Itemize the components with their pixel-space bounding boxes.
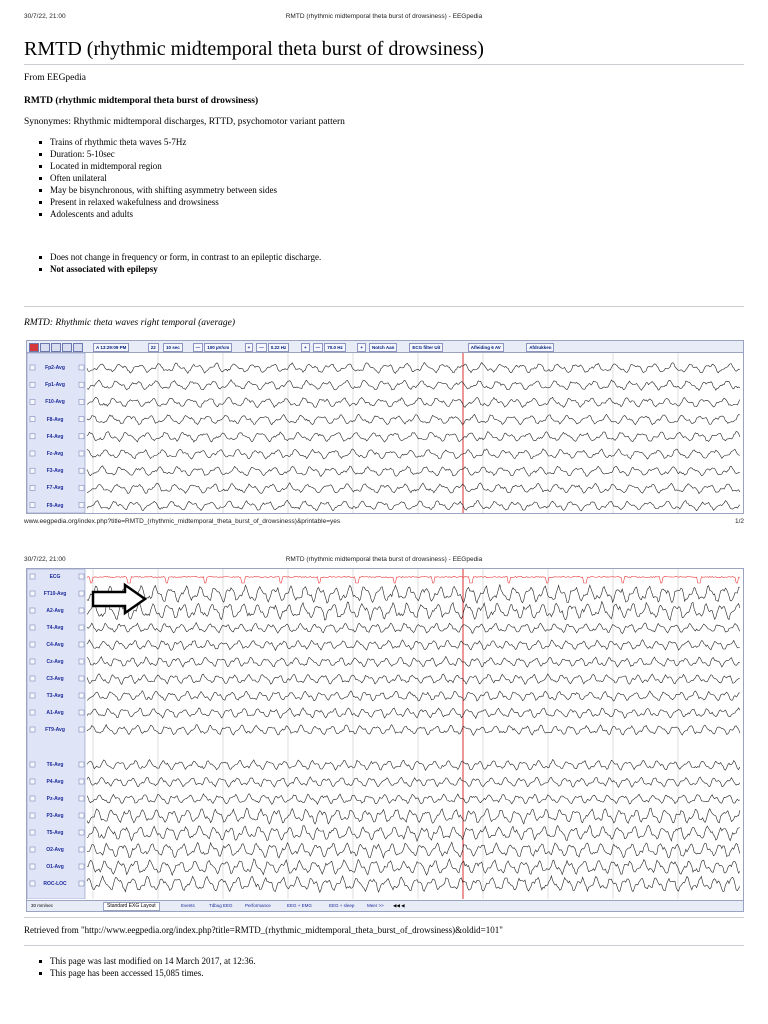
link-eeg-emg[interactable]: EEG + EMG [287, 903, 312, 908]
retrieved-divider [24, 917, 744, 918]
toolbar-button[interactable]: Afdrukken [526, 343, 554, 352]
eeg-trace [87, 842, 740, 858]
channel-label[interactable]: O1-Avg [46, 864, 64, 870]
channel-label[interactable]: P3-Avg [46, 813, 64, 819]
toolbar-button[interactable]: — [256, 343, 267, 352]
toolbar-button[interactable]: ECG filter Uit [409, 343, 443, 352]
channel-label[interactable]: Fp1-Avg [45, 382, 65, 389]
channel-label[interactable]: Cz-Avg [46, 659, 64, 665]
folder-icon[interactable] [40, 343, 50, 352]
toolbar-button[interactable]: 10 sec [163, 343, 183, 352]
eeg-trace [87, 500, 740, 510]
eeg-trace [87, 691, 740, 701]
toolbar-button[interactable]: 100 µV/cm [204, 343, 232, 352]
scroll-arrows-icon[interactable]: ◀◀ ◀ [393, 903, 405, 908]
eeg-trace [87, 876, 740, 892]
eeg-traces-top [27, 353, 743, 513]
channel-label[interactable]: F4-Avg [46, 433, 64, 440]
footer-divider [24, 945, 744, 946]
eeg-figure-bottom [26, 568, 744, 912]
eeg-figure-top [26, 340, 744, 514]
eeg-trace [87, 760, 740, 771]
eeg-trace [87, 380, 740, 391]
list-item: Adolescents and adults [36, 208, 277, 220]
eeg-trace [87, 414, 740, 424]
eeg-trace [87, 674, 740, 685]
eeg-trace [87, 640, 740, 651]
eeg-trace [87, 483, 740, 494]
list-item: Located in midtemporal region [36, 160, 277, 172]
channel-label[interactable]: C3-Avg [46, 676, 64, 682]
list-item: Not associated with epilepsy [36, 263, 321, 275]
channel-label[interactable]: F9-Avg [46, 502, 64, 509]
list-item: This page was last modified on 14 March 2017, at 12:36. [36, 955, 255, 967]
list-item: Duration: 5-10sec [36, 148, 277, 160]
channel-label[interactable]: Pz-Avg [46, 796, 64, 802]
toolbar-button[interactable]: A 13:29:09 PM [93, 343, 129, 352]
layout-tab[interactable]: Standard EXG Layout [103, 902, 160, 911]
arrow-icon [93, 585, 145, 613]
eeg-trace [87, 363, 740, 374]
print-footer [24, 518, 744, 528]
link-eeg-sleep[interactable]: EEG + sleep [329, 903, 355, 908]
channel-label[interactable]: Fz-Avg [46, 451, 64, 457]
toolbar-button[interactable]: + [301, 343, 310, 352]
speed-label[interactable]: 30 mm/sec [31, 903, 54, 908]
channel-label[interactable]: FT10-Avg [43, 591, 67, 597]
print-doc-title: RMTD (rhythmic midtemporal theta burst of drowsiness) - EEGpedia [285, 556, 483, 563]
list-item: Does not change in frequency or form, in contrast to an epileptic discharge. [36, 251, 321, 263]
list-item: Present in relaxed wakefulness and drowsiness [36, 196, 277, 208]
toolbar-button[interactable]: Notch Aan [369, 343, 397, 352]
channel-label[interactable]: F3-Avg [46, 468, 64, 475]
monitor-icon[interactable] [51, 343, 61, 352]
eeg-trace [87, 397, 740, 408]
toolbar-button[interactable]: + [357, 343, 366, 352]
channel-label[interactable]: ROC-LOC [43, 881, 67, 887]
eeg-trace [87, 623, 740, 634]
speaker-icon[interactable] [62, 343, 72, 352]
channel-label[interactable]: ECG [49, 574, 61, 580]
print-doc-title: RMTD (rhythmic midtemporal theta burst of drowsiness) - EEGpedia [285, 13, 483, 20]
channel-label[interactable]: F8-Avg [46, 416, 64, 423]
print-header-2 [0, 556, 768, 568]
page-number: 1/2 [734, 518, 744, 525]
list-item: Trains of rhythmic theta waves 5-7Hz [36, 136, 277, 148]
eeg-trace [87, 794, 740, 805]
page-title: RMTD (rhythmic midtemporal theta burst of drowsiness) [24, 38, 484, 60]
print-datetime: 30/7/22, 21:00 [24, 13, 66, 20]
channel-label[interactable]: T5-Avg [46, 830, 64, 836]
toolbar-button[interactable]: 0.22 Hz [268, 343, 290, 352]
eeg-trace [87, 725, 740, 736]
eeg-trace [87, 466, 740, 477]
list-item: May be bisynchronous, with shifting asymmetry between sides [36, 184, 277, 196]
eeg-bottom-bar [27, 900, 743, 911]
channel-label[interactable]: FT9-Avg [45, 727, 65, 733]
channel-label[interactable]: C4-Avg [46, 642, 64, 648]
eeg-trace [87, 584, 740, 603]
toolbar-button[interactable]: 70.0 Hz [324, 343, 346, 352]
section-divider [24, 306, 744, 307]
toolbar-button[interactable]: — [193, 343, 204, 352]
site-sub: From EEGpedia [24, 73, 87, 83]
eeg-trace [87, 808, 740, 824]
eeg-trace [87, 431, 740, 442]
eeg-trace [87, 449, 740, 459]
eeg-trace [87, 825, 740, 841]
channel-label[interactable]: O2-Avg [46, 847, 64, 853]
printer-icon[interactable] [73, 343, 83, 352]
eeg-trace [87, 708, 740, 719]
link-more[interactable]: Meer >> [367, 903, 384, 908]
feature-list [36, 136, 277, 220]
link-events[interactable]: Events [181, 903, 195, 908]
toolbar-button[interactable]: Afleiding 6 AV [468, 343, 504, 352]
channel-label[interactable]: P4-Avg [46, 779, 64, 785]
toolbar-button[interactable]: + [245, 343, 254, 352]
channel-label[interactable]: F7-Avg [46, 485, 64, 492]
eeg-trace [87, 777, 740, 787]
record-icon[interactable] [29, 343, 39, 352]
eeg-trace [87, 656, 740, 667]
channel-label[interactable]: T6-Avg [46, 762, 64, 768]
link-performance[interactable]: Performance [245, 903, 271, 908]
eeg-trace [87, 576, 740, 583]
print-datetime: 30/7/22, 21:00 [24, 556, 66, 563]
channel-label[interactable]: T3-Avg [46, 693, 64, 699]
eeg-traces-bottom [27, 569, 743, 899]
list-item: This page has been accessed 15,085 times. [36, 967, 255, 979]
print-url: www.eegpedia.org/index.php?title=RMTD_(rhythmic_midtemporal_theta_burst_of_drowsiness)&printable=yes [24, 518, 341, 525]
title-divider [24, 64, 744, 65]
channel-label[interactable]: Fp2-Avg [45, 365, 65, 371]
toolbar-button[interactable]: — [313, 343, 324, 352]
channel-label[interactable]: T4-Avg [46, 625, 64, 631]
channel-label[interactable]: A1-Avg [46, 710, 64, 716]
page-info-list [36, 955, 255, 979]
channel-label[interactable]: F10-Avg [45, 399, 65, 406]
intro-bold: RMTD (rhythmic midtemporal theta burst of drowsiness) [24, 96, 259, 106]
channel-label[interactable]: A2-Avg [46, 608, 64, 614]
figure-caption: RMTD: Rhythmic theta waves right temporal (average) [24, 318, 236, 328]
list-item: Often unilateral [36, 172, 277, 184]
toolbar-button[interactable]: 22 [148, 343, 159, 352]
eeg-trace [87, 859, 740, 875]
link-tdbug[interactable]: Tdbug EEG [209, 903, 233, 908]
print-header [0, 13, 768, 25]
retrieved-from: Retrieved from "http://www.eegpedia.org/index.php?title=RMTD_(rhythmic_midtemporal_theta_burst_of_drowsiness)&oldid=101" [24, 925, 503, 935]
synonyms: Synonymes: Rhythmic midtemporal discharges, RTTD, psychomotor variant pattern [24, 117, 345, 127]
eeg-trace [87, 602, 740, 621]
feature-list-2 [36, 251, 321, 275]
eeg-toolbar [27, 341, 743, 353]
